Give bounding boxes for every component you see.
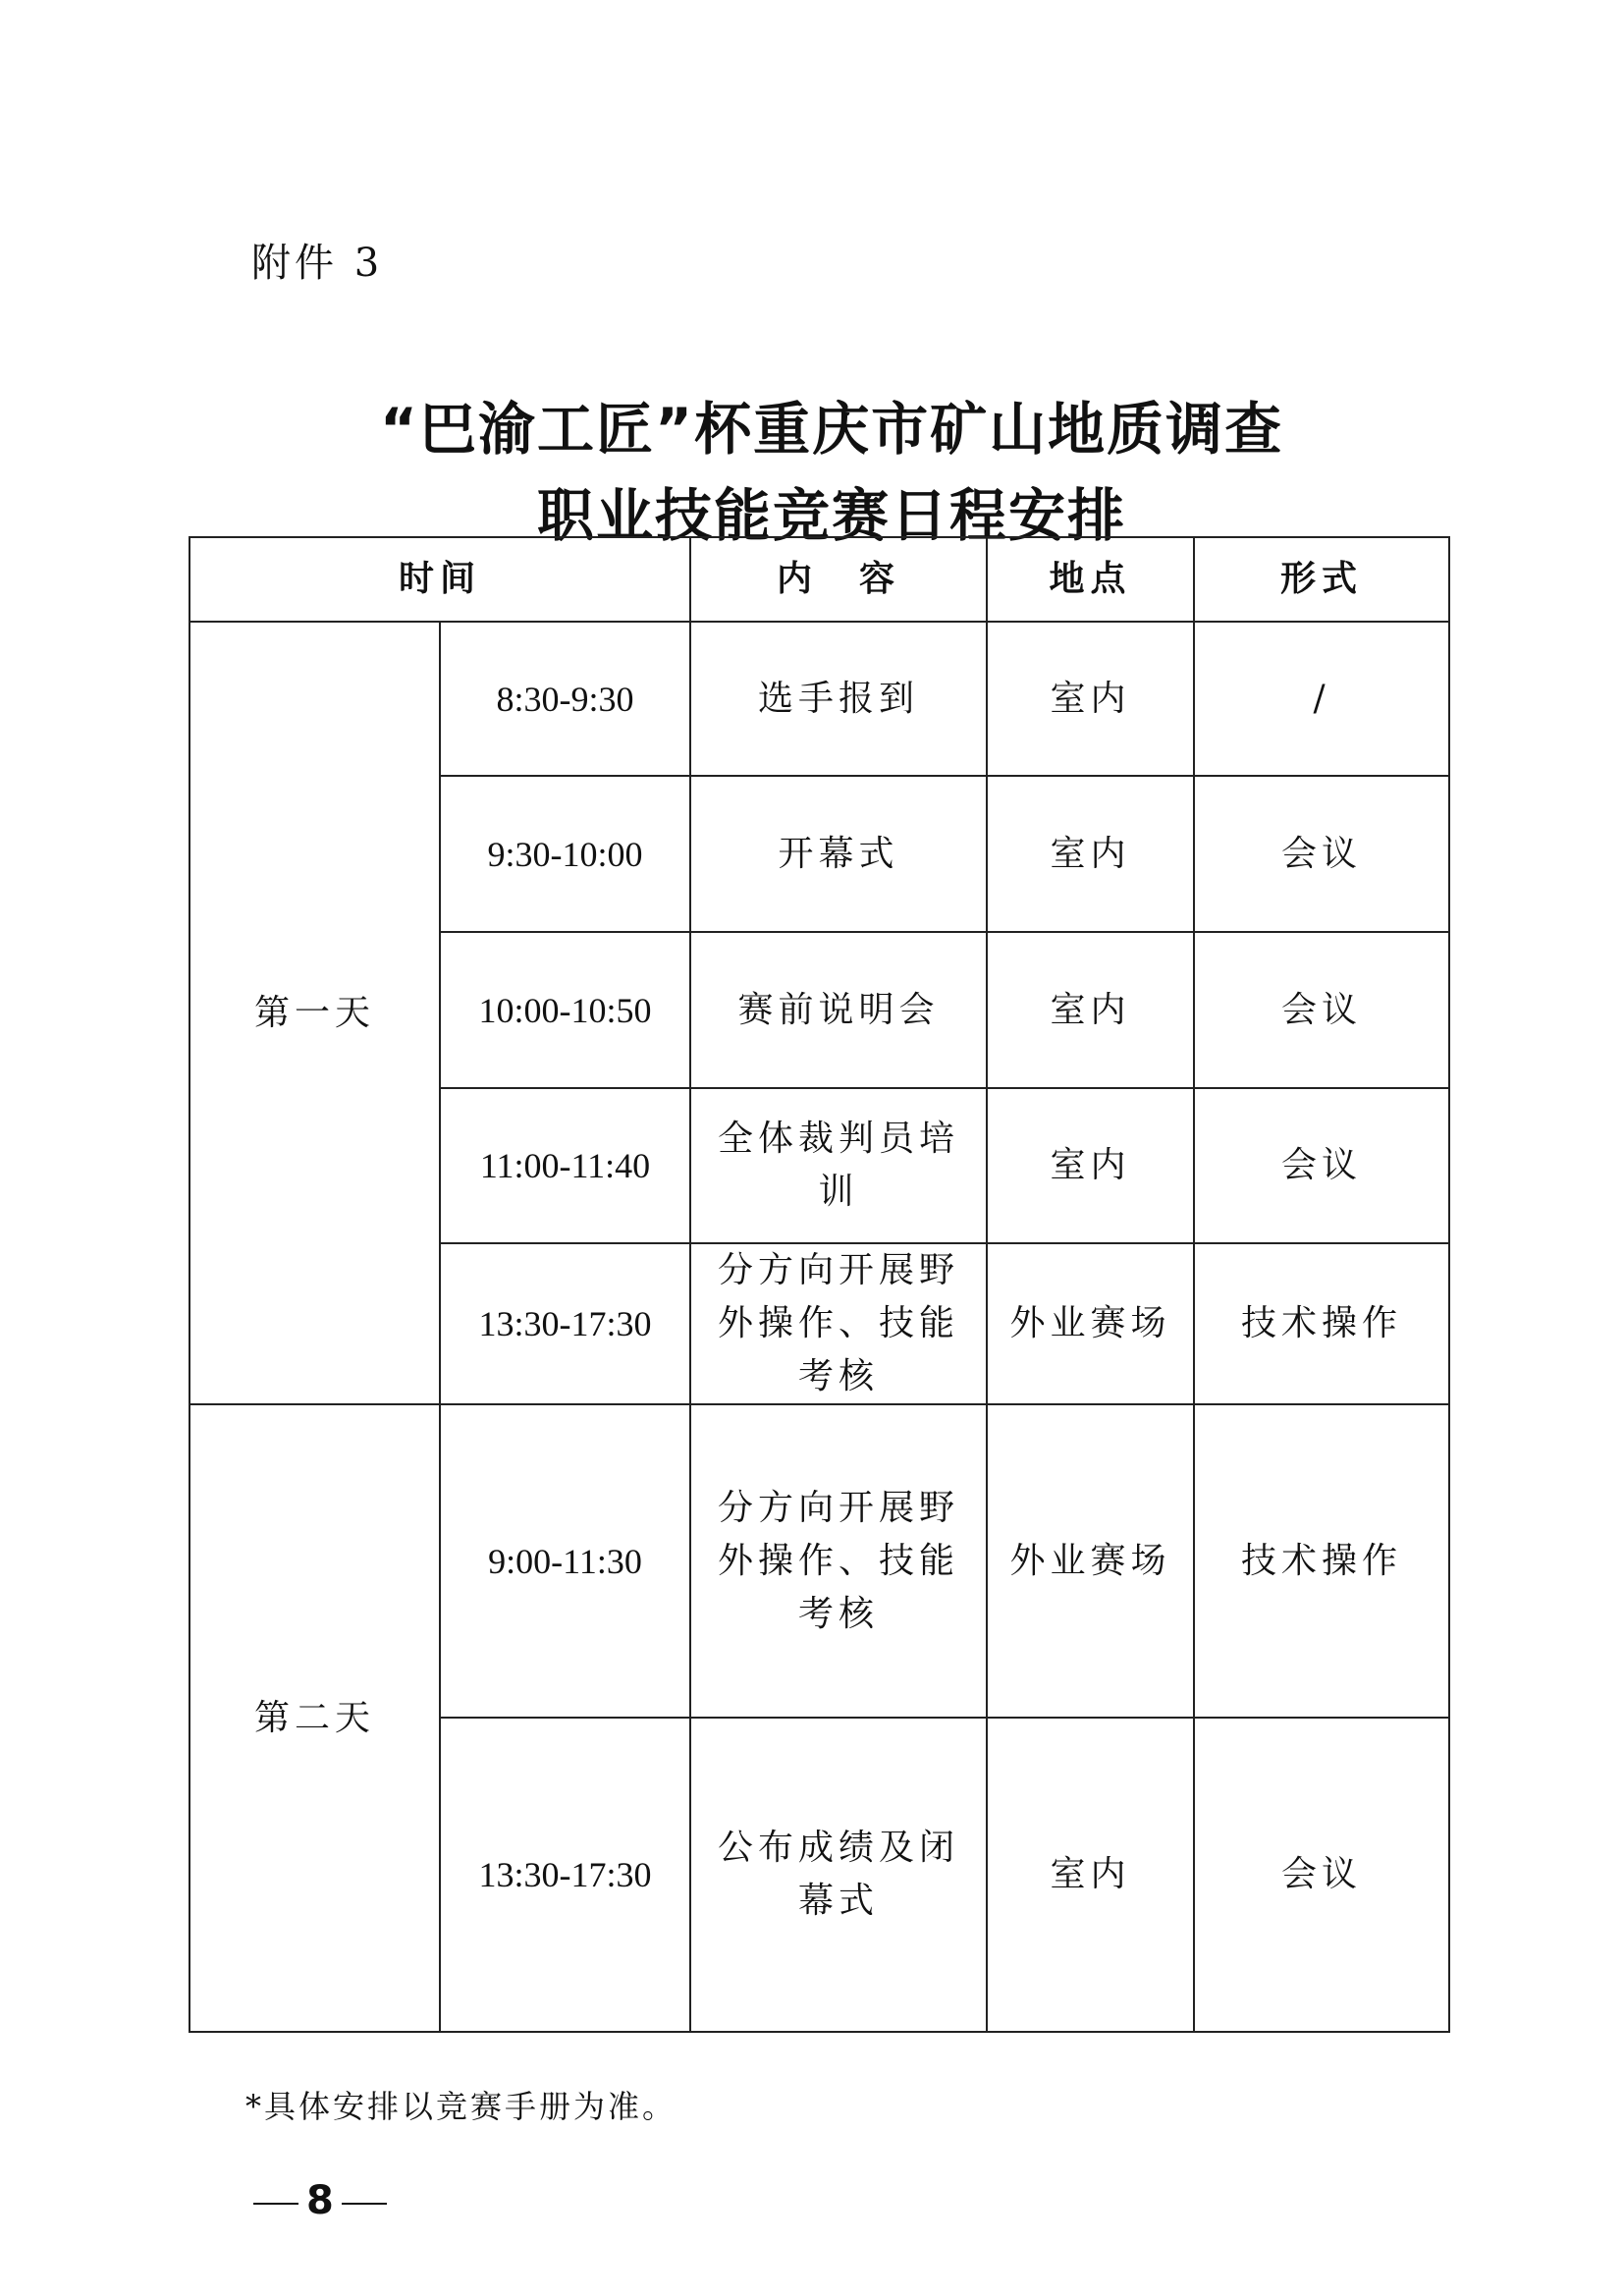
time-cell: 13:30-17:30 [440,1243,690,1404]
content-cell: 全体裁判员培训 [690,1088,987,1243]
time-cell: 9:00-11:30 [440,1404,690,1718]
table-row [189,622,1449,776]
format-cell: 会议 [1194,1718,1449,2032]
location-cell: 室内 [987,776,1194,932]
format-cell: 技术操作 [1194,1243,1449,1404]
location-cell: 外业赛场 [987,1243,1194,1404]
schedule-table [189,536,1450,2033]
format-cell: / [1194,622,1449,776]
page-number-value: 8 [306,2178,334,2223]
header-format: 形式 [1194,537,1449,622]
format-cell: 技术操作 [1194,1404,1449,1718]
header-location: 地点 [987,537,1194,622]
time-cell: 11:00-11:40 [440,1088,690,1243]
content-cell: 赛前说明会 [690,932,987,1088]
format-cell: 会议 [1194,932,1449,1088]
time-cell: 10:00-10:50 [440,932,690,1088]
dash-right [342,2203,387,2205]
attachment-label: 附件 3 [251,241,384,286]
location-cell: 室内 [987,622,1194,776]
day-label: 第一天 [189,622,440,1404]
dash-left [253,2203,298,2205]
page-title-line2: 职业技能竞赛日程安排 [536,482,1126,549]
location-cell: 外业赛场 [987,1404,1194,1718]
header-time: 时间 [189,537,690,622]
footnote: *具体安排以竞赛手册为准。 [245,2088,677,2125]
time-cell: 13:30-17:30 [440,1718,690,2032]
content-cell: 公布成绩及闭幕式 [690,1718,987,2032]
location-cell: 室内 [987,932,1194,1088]
header-content: 内 容 [690,537,987,622]
content-cell: 开幕式 [690,776,987,932]
page-number [245,2178,395,2223]
page-title-line1: “巴渝工匠”杯重庆市矿山地质调查 [379,396,1284,463]
location-cell: 室内 [987,1088,1194,1243]
time-cell: 8:30-9:30 [440,622,690,776]
table-header-row [189,537,1449,622]
format-cell: 会议 [1194,776,1449,932]
content-cell: 分方向开展野外操作、技能考核 [690,1404,987,1718]
location-cell: 室内 [987,1718,1194,2032]
day-label: 第二天 [189,1404,440,2032]
time-cell: 9:30-10:00 [440,776,690,932]
content-cell: 选手报到 [690,622,987,776]
content-cell: 分方向开展野外操作、技能考核 [690,1243,987,1404]
format-cell: 会议 [1194,1088,1449,1243]
table-row [189,1404,1449,1718]
